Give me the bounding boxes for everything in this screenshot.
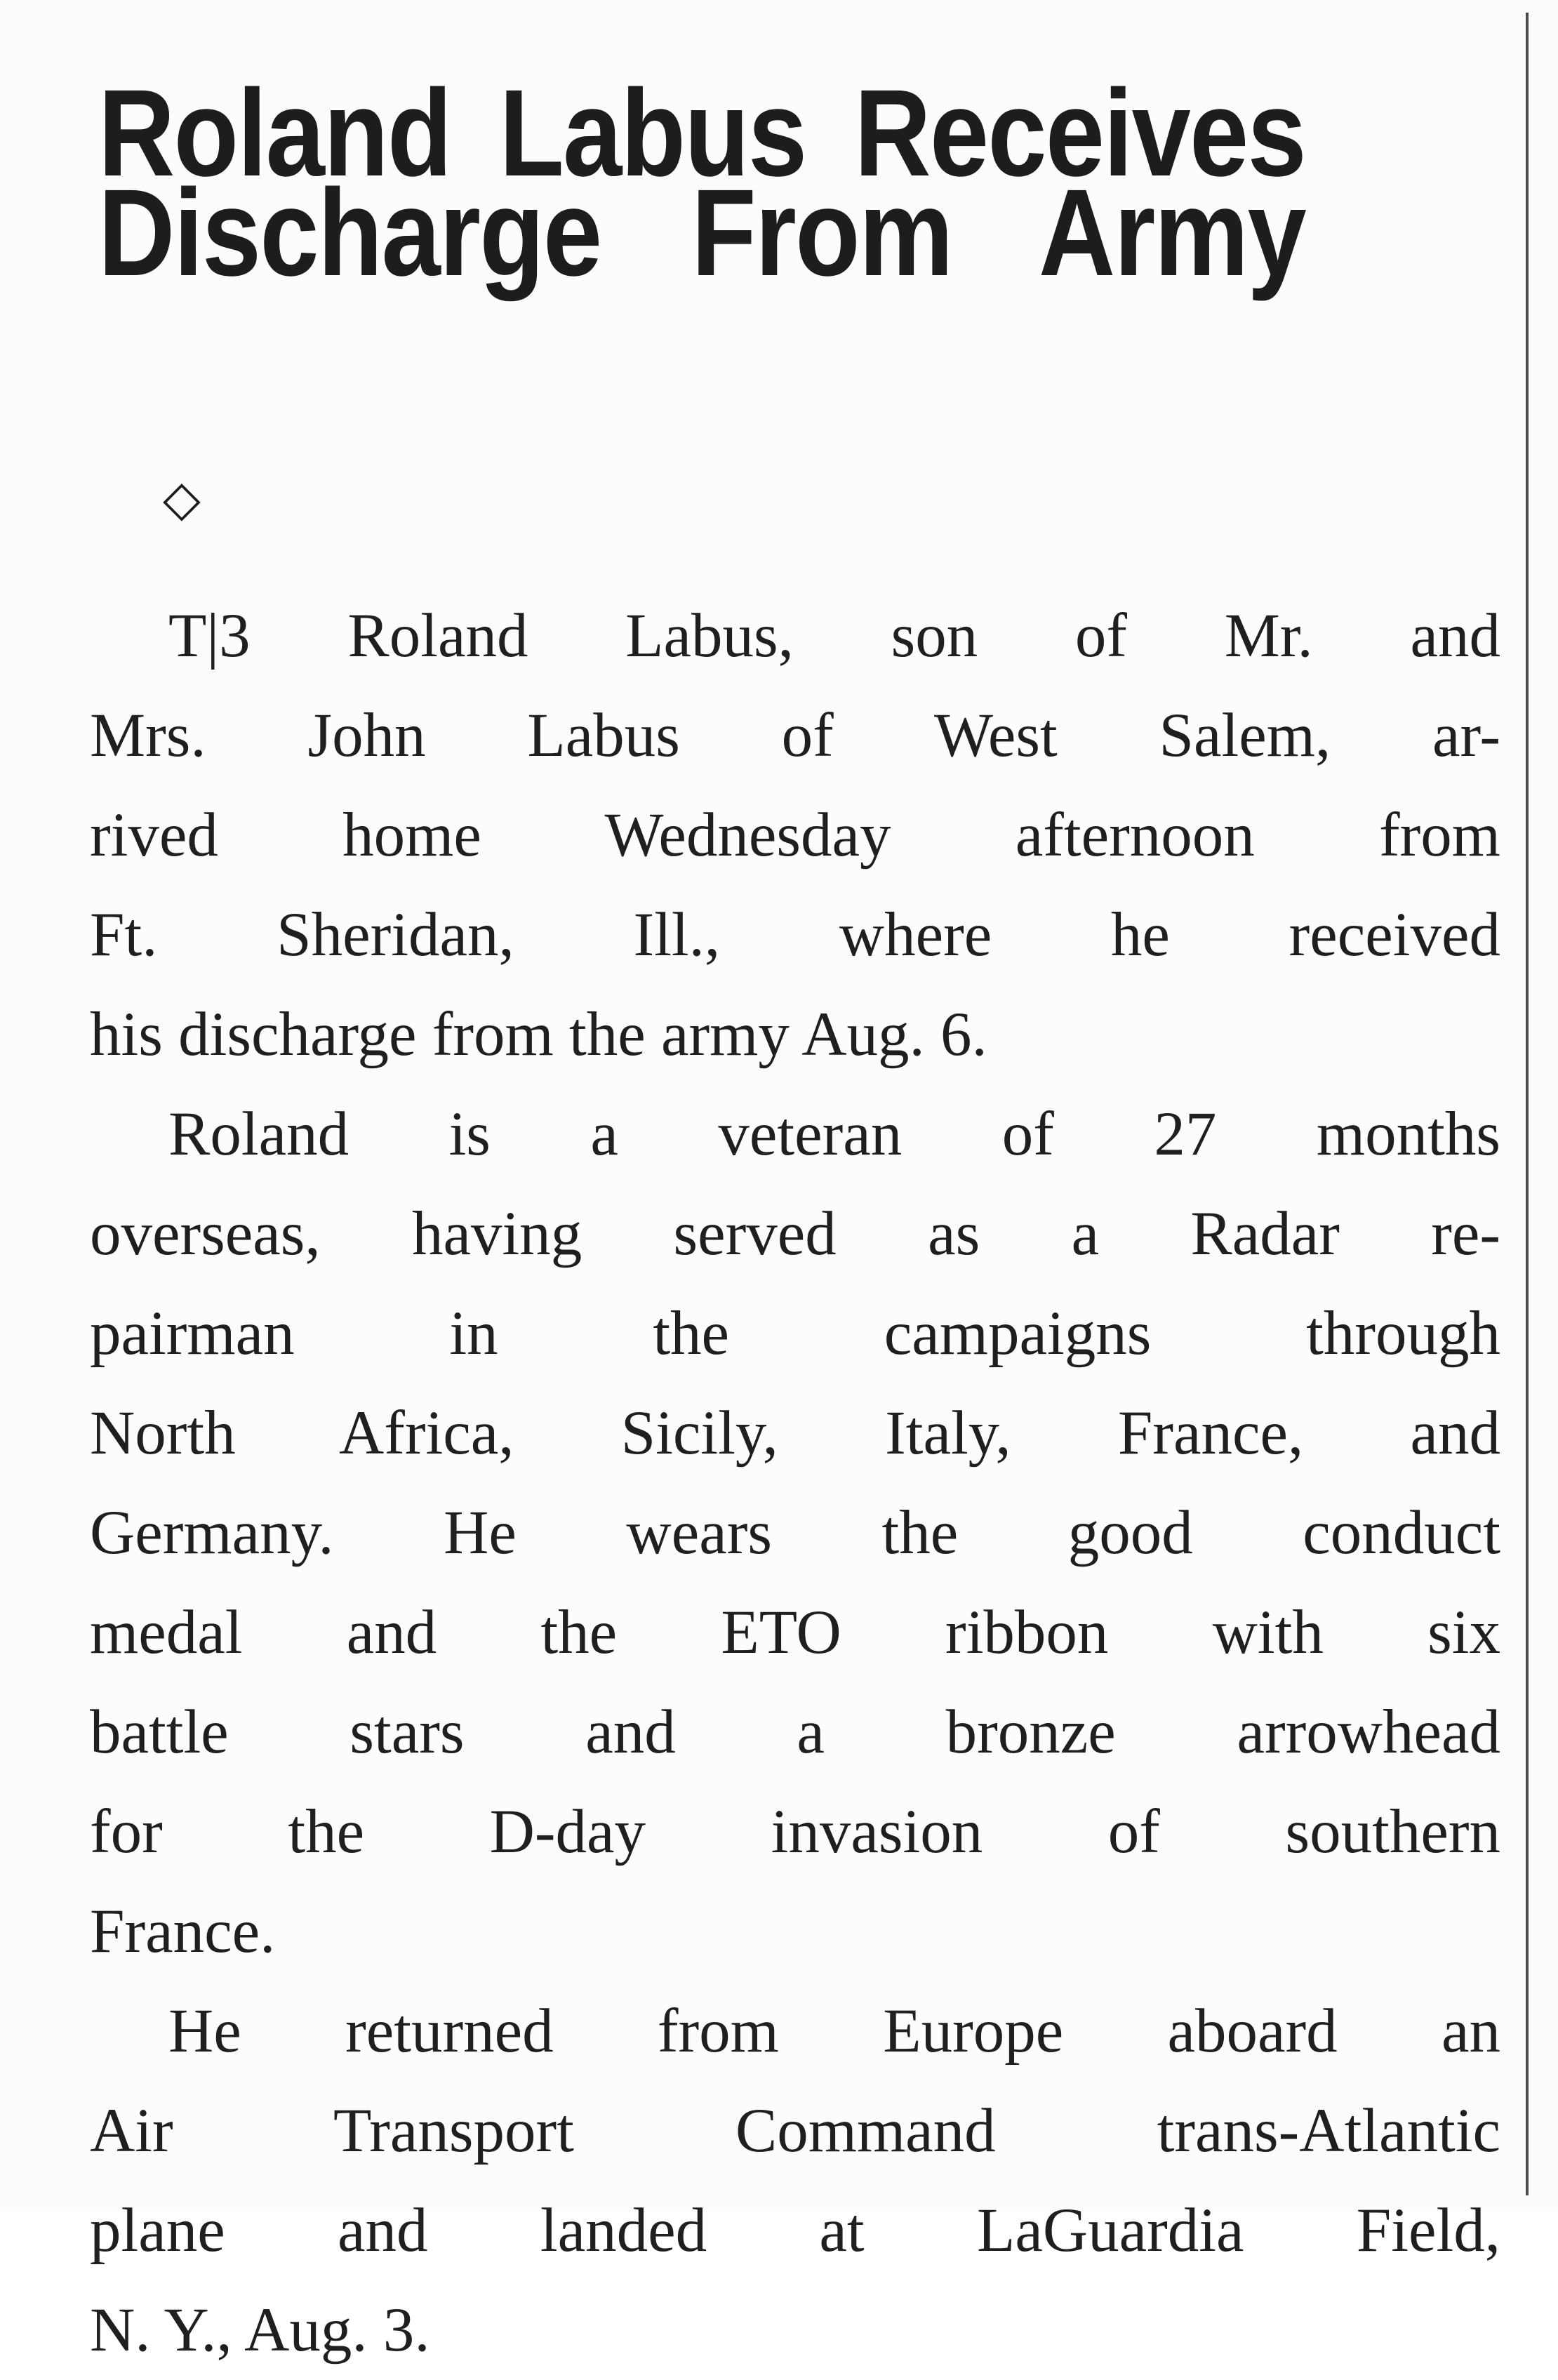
headline [98,28,1305,302]
paragraph-line: rived home Wednesday afternoon from [90,801,1500,870]
paragraph-line: N. Y., Aug. 3. [90,2296,430,2365]
paragraph-line: overseas, having served as a Radar re- [90,1199,1500,1268]
paragraph-line: plane and landed at LaGuardia Field, [90,2196,1500,2265]
column-rule [1526,13,1529,2195]
paragraph-2 [90,1084,1500,1981]
paragraph-line: for the D-day invasion of southern [90,1797,1500,1866]
paragraph-line: Air Transport Command trans-Atlantic [90,2096,1500,2165]
paragraph-line: Ft. Sheridan, Ill., where he received [90,900,1500,969]
headline-line-2: Discharge From Army [98,164,1305,302]
paragraph-1 [90,586,1500,1084]
headline-line-1: Roland Labus Receives [98,65,1305,202]
paragraph-line: Germany. He wears the good conduct [90,1498,1500,1567]
paragraph-line: North Africa, Sicily, Italy, France, and [90,1399,1500,1468]
paragraph-line: Roland is a veteran of 27 months [168,1100,1500,1169]
paragraph-line: Mrs. John Labus of West Salem, ar- [90,701,1500,770]
paragraph-line: T|3 Roland Labus, son of Mr. and [168,601,1500,670]
paragraph-line: France. [90,1897,276,1966]
paragraph-line: medal and the ETO ribbon with six [90,1598,1500,1667]
paragraph-line: pairman in the campaigns through [90,1299,1500,1368]
diamond-dingbat-icon: ◇ [163,470,201,527]
paragraph-line: He returned from Europe aboard an [168,1997,1500,2066]
paragraph-line: his discharge from the army Aug. 6. [90,1000,987,1069]
article-body [90,586,1500,2380]
paragraph-3 [90,1981,1500,2380]
paragraph-line: battle stars and a bronze arrowhead [90,1698,1500,1767]
